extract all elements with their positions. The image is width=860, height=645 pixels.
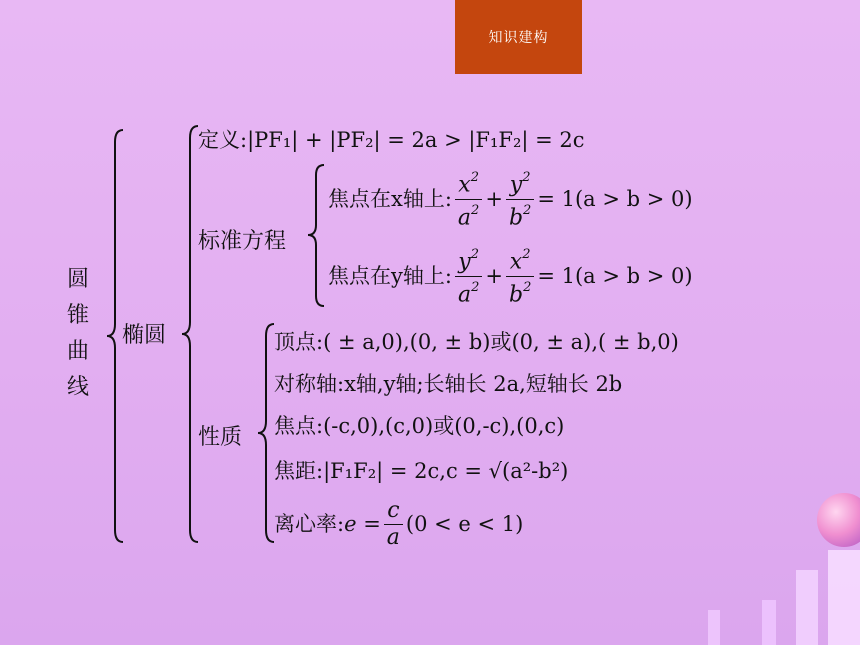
fraction-x2-a2: $\frac{x^2}{a^2}$ [455,167,482,231]
foci-line: 焦点:(-c,0),(c,0)或(0,-c),(0,c) [274,413,565,438]
definition-formula: |PF₁| + |PF₂| = 2a > |F₁F₂| = 2c [247,127,585,152]
ellipse-label: 椭圆 [122,323,167,348]
eccentricity-tail: (0 < e < 1) [405,511,524,536]
fraction-x2-b2: $\frac{x^2}{b^2}$ [506,244,534,308]
eccentricity-label: 离心率: [274,511,345,536]
root-title-char: 曲 [66,339,89,364]
fraction-y2-a2: $\frac{y^2}{a^2}$ [455,244,482,308]
x-focus-eq-tail: = 1(a > b > 0) [537,186,693,211]
std-eq-brace [306,163,326,308]
standard-eq-label: 标准方程 [198,229,287,254]
y-focus-label: 焦点在y轴上: [328,263,452,288]
definition-line [198,126,585,154]
x-focus-equation: 焦点在x轴上: $\frac{x^2}{a^2}$ + $\frac{y^2}{b^2}$ = 1(a > b > 0) [328,165,693,233]
fraction-y2-b2: $\frac{y^2}{b^2}$ [506,167,534,231]
root-title-char: 圆 [66,267,89,292]
ellipse-brace [180,124,200,544]
focal-distance-formula: |F₁F₂| = 2c,c = √(a²-b²) [323,458,569,483]
root-title-char: 锥 [66,303,89,328]
vertex-line: 顶点:( ± a,0),(0, ± b)或(0, ± a),( ± b,0) [274,329,679,354]
y-focus-equation: 焦点在y轴上: $\frac{y^2}{a^2}$ + $\frac{x^2}{b^2}$ = 1(a > b > 0) [328,242,693,310]
symmetry-line: 对称轴:x轴,y轴;长轴长 2a,短轴长 2b [274,371,623,396]
decorative-bars-icon [700,540,860,645]
y-focus-eq-tail: = 1(a > b > 0) [537,263,693,288]
x-focus-label: 焦点在x轴上: [328,186,452,211]
fraction-c-a: $\frac{c}{a}$ [384,498,403,551]
properties-brace [256,322,276,544]
root-title-vertical [58,262,98,406]
properties-label: 性质 [198,425,243,450]
eccentricity-line: 离心率: e = $\frac{c}{a}$ (0 < e < 1) [274,497,524,550]
definition-label: 定义: [198,127,248,152]
focal-distance-label: 焦距: [274,458,324,483]
section-tag: 知识建构 [455,0,582,74]
focal-distance-line [274,454,568,488]
root-title-char: 线 [66,375,89,400]
